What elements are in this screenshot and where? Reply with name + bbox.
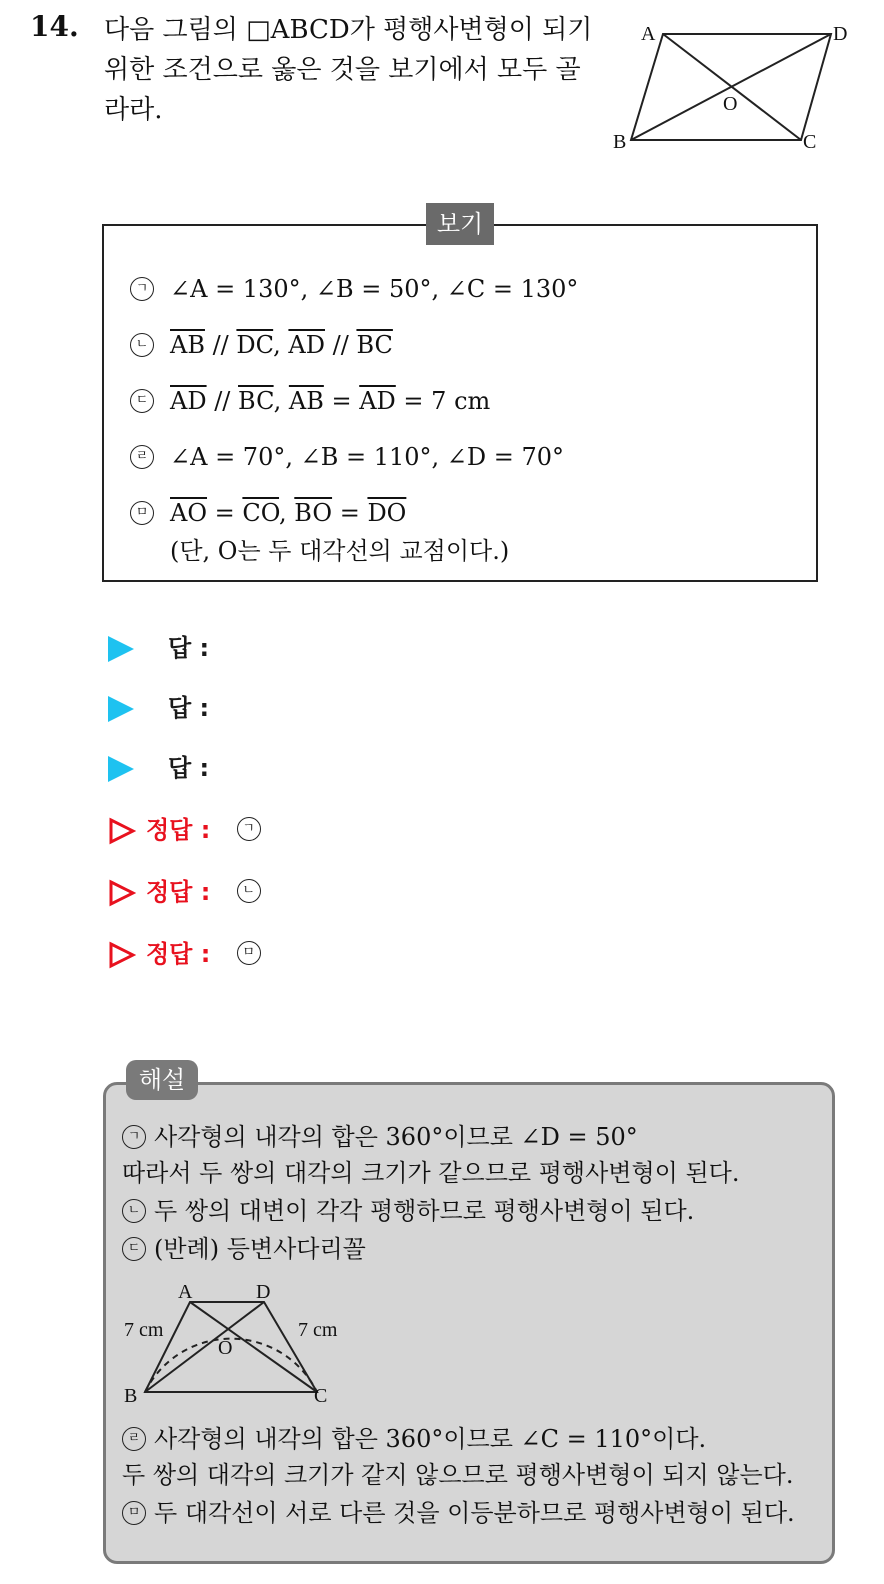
parallelogram-figure	[605, 20, 855, 160]
segment: $\overline{AD}$	[359, 387, 396, 415]
vertex-label-c: C	[314, 1385, 328, 1407]
correct-label: 정답 :	[146, 940, 211, 968]
answer-label: 답 :	[168, 634, 210, 662]
vertex-label-d: D	[256, 1281, 271, 1303]
separator: ,	[273, 387, 289, 415]
explanation-line-4	[122, 1230, 366, 1268]
explanation-text: 사각형의 내각의 합은 360°이므로 ∠C = 110°이다.	[154, 1425, 707, 1453]
segment: $\overline{AB}$	[170, 331, 205, 359]
diagonal-ac	[190, 1302, 317, 1392]
explanation-marker: ㄹ	[122, 1427, 146, 1451]
question-line-1: 다음 그림의 □ABCD가 평행사변형이 되기	[104, 15, 593, 45]
segment: $\overline{AD}$	[288, 331, 325, 359]
explanation-text: 사각형의 내각의 합은 360°이므로 ∠D = 50°	[154, 1123, 638, 1151]
correct-label: 정답 :	[146, 816, 211, 844]
correct-marker: ㄴ	[237, 879, 261, 903]
segment: $\overline{BC}$	[238, 387, 274, 415]
right-length-label: 7 cm	[298, 1319, 338, 1341]
segment: $\overline{BO}$	[294, 499, 333, 527]
segment: $\overline{BC}$	[356, 331, 393, 359]
explanation-text: 두 대각선이 서로 다른 것을 이등분하므로 평행사변형이 된다.	[154, 1499, 795, 1527]
choice-3	[130, 384, 490, 418]
correct-label: 정답 :	[146, 878, 211, 906]
segment: $\overline{DO}$	[367, 499, 407, 527]
intersection-label-o: O	[218, 1337, 233, 1359]
explanation-text: 두 쌍의 대변이 각각 평행하므로 평행사변형이 된다.	[154, 1197, 695, 1225]
symbol: //	[204, 331, 237, 359]
explanation-line-2: 따라서 두 쌍의 대각의 크기가 같으므로 평행사변형이 된다.	[122, 1159, 740, 1187]
choice-4	[130, 440, 564, 474]
diagonal-bd	[145, 1302, 264, 1392]
question-line-3: 라라.	[104, 95, 163, 125]
outline-arrow-icon	[108, 941, 136, 969]
answer-label: 답 :	[168, 694, 210, 722]
vertex-label-b: B	[124, 1385, 138, 1407]
explanation-text: (반례) 등변사다리꼴	[154, 1235, 366, 1263]
bogi-tag: 보기	[426, 203, 494, 245]
explanation-line-6: 두 쌍의 대각의 크기가 같지 않으므로 평행사변형이 되지 않는다.	[122, 1461, 794, 1489]
symbol: =	[332, 499, 368, 527]
choice-text: ∠A = 130°, ∠B = 50°, ∠C = 130°	[170, 275, 579, 303]
explanation-marker: ㄴ	[122, 1199, 146, 1223]
choice-text: ∠A = 70°, ∠B = 110°, ∠D = 70°	[170, 443, 565, 471]
segment: $\overline{CO}$	[242, 499, 280, 527]
explanation-tag: 해설	[126, 1060, 198, 1100]
segment: $\overline{AD}$	[170, 387, 207, 415]
symbol: //	[206, 387, 239, 415]
length-text: = 7 cm	[395, 387, 491, 415]
symbol: =	[323, 387, 360, 415]
answer-row-1[interactable]	[108, 628, 209, 668]
diagonal-bd	[631, 34, 831, 140]
vertex-label-b: B	[613, 131, 627, 153]
explanation-marker: ㄷ	[122, 1237, 146, 1261]
explanation-marker: ㄱ	[122, 1125, 146, 1149]
question-number: 14.	[30, 10, 79, 43]
left-length-label: 7 cm	[124, 1319, 164, 1341]
intersection-label-o: O	[723, 93, 738, 115]
correct-answer-row-1	[108, 810, 277, 850]
outline-arrow-icon	[108, 879, 136, 907]
choice-marker: ㄹ	[130, 445, 154, 469]
correct-marker: ㄱ	[237, 817, 261, 841]
correct-marker: ㅁ	[237, 941, 261, 965]
question-line-2: 위한 조건으로 옳은 것을 보기에서 모두 골	[104, 55, 581, 85]
choice-2	[130, 328, 393, 362]
choice-marker: ㅁ	[130, 501, 154, 525]
separator: ,	[279, 499, 295, 527]
answer-row-2[interactable]	[108, 688, 209, 728]
symbol: =	[207, 499, 243, 527]
outline-arrow-icon	[108, 817, 136, 845]
explanation-line-1	[122, 1118, 638, 1156]
explanation-marker: ㅁ	[122, 1501, 146, 1525]
play-arrow-icon	[108, 696, 134, 722]
answer-row-3[interactable]	[108, 748, 209, 788]
correct-answer-row-2	[108, 872, 277, 912]
choice-marker: ㄷ	[130, 389, 154, 413]
correct-answer-row-3	[108, 934, 277, 974]
trapezoid-figure	[120, 1278, 360, 1408]
segment: $\overline{DC}$	[236, 331, 274, 359]
choice-marker: ㄱ	[130, 277, 154, 301]
vertex-label-d: D	[833, 23, 848, 45]
vertex-label-a: A	[178, 1281, 193, 1303]
vertex-label-a: A	[641, 23, 656, 45]
explanation-line-5	[122, 1420, 706, 1458]
choice-marker: ㄴ	[130, 333, 154, 357]
separator: ,	[273, 331, 289, 359]
play-arrow-icon	[108, 636, 134, 662]
symbol: //	[325, 331, 357, 359]
choice-5	[130, 496, 406, 530]
vertex-label-c: C	[803, 131, 817, 153]
choice-1	[130, 272, 578, 306]
question-text	[104, 10, 604, 130]
answer-label: 답 :	[168, 754, 210, 782]
explanation-line-7	[122, 1494, 795, 1532]
segment: $\overline{AB}$	[288, 387, 324, 415]
play-arrow-icon	[108, 756, 134, 782]
segment: $\overline{AO}$	[170, 499, 208, 527]
choice-5-note: (단, O는 두 대각선의 교점이다.)	[170, 537, 510, 565]
explanation-line-3	[122, 1192, 694, 1230]
